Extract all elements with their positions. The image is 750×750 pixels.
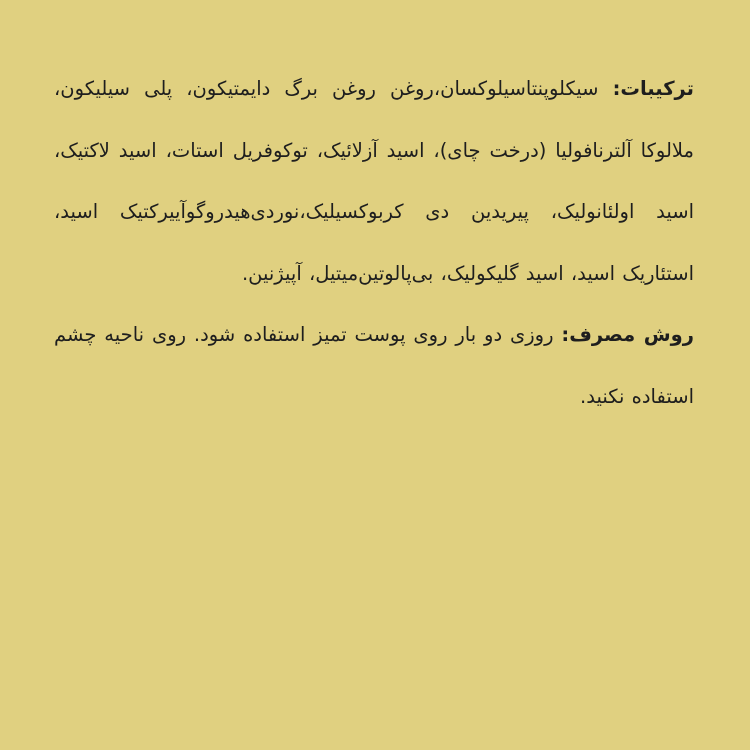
usage-paragraph (54, 304, 694, 427)
ingredients-paragraph (54, 58, 694, 304)
ingredients-label: ترکیبات: (612, 77, 694, 100)
ingredients-text: سیکلوپنتاسیلوکسان،روغن روغن برگ دایمتیکون، پلی سیلیکون، ملالوکا آلترنافولیا (درخت چای)، اسید آزلائیک، توکوفریل استات، اسید لاکتیک، اسید اولئانولیک، پیریدین دی کربوکسیلیک،نوردی‌هیدروگوآییرکتیک اسید، استئاریک اسید، اسید گلیکولیک، بی‌پالوتین‌میتیل، آپیژنین. (54, 77, 694, 285)
product-info-text (54, 58, 694, 427)
usage-text: روزی دو بار روی پوست تمیز استفاده شود. روی ناحیه چشم استفاده نکنید. (54, 323, 694, 408)
usage-label: روش مصرف: (561, 323, 694, 346)
